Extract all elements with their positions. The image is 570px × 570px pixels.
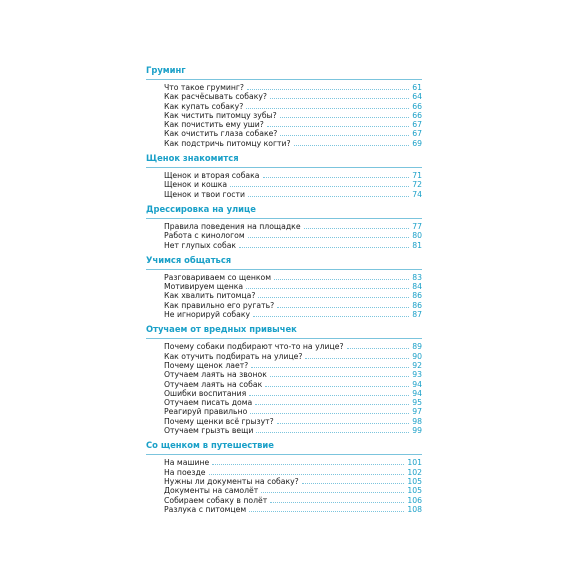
dot-leader [256, 426, 409, 433]
toc-entry [164, 282, 422, 291]
toc-entry [164, 180, 422, 189]
entry-label: Нужны ли документы на собаку? [164, 476, 299, 486]
entry-label: Как расчёсывать собаку? [164, 92, 267, 102]
entry-label: Как купать собаку? [164, 101, 244, 111]
toc-entry [164, 129, 422, 138]
entry-page-number: 102 [407, 467, 422, 477]
dot-leader [258, 291, 409, 298]
entry-label: Документы на самолёт [164, 486, 259, 496]
entry-page-number: 95 [412, 398, 422, 408]
dot-leader [230, 180, 409, 187]
dot-leader [250, 407, 409, 414]
entry-page-number: 101 [407, 458, 422, 468]
entry-label: Как подстричь питомцу когти? [164, 138, 291, 148]
toc-entry [164, 310, 422, 319]
dot-leader [249, 389, 409, 396]
dot-leader [347, 342, 410, 349]
entry-label: Не игнорируй собаку [164, 310, 251, 320]
toc-entry [164, 291, 422, 300]
dot-leader [263, 171, 410, 178]
entry-label: Нет глупых собак [164, 240, 237, 250]
entry-page-number: 71 [412, 171, 422, 181]
toc-section [146, 255, 422, 319]
entry-page-number: 83 [412, 272, 422, 282]
entry-page-number: 61 [412, 83, 422, 92]
entry-page-number: 67 [412, 129, 422, 139]
toc-entry [164, 398, 422, 407]
dot-leader [274, 273, 409, 280]
toc-entry [164, 361, 422, 370]
entry-label: Собираем собаку в полёт [164, 495, 268, 505]
toc-entry [164, 102, 422, 111]
entry-label: Щенок и кошка [164, 180, 228, 190]
entry-label: Мотивируем щенка [164, 282, 244, 292]
dot-leader [261, 486, 404, 493]
entry-page-number: 87 [412, 310, 422, 320]
toc-entry [164, 505, 422, 514]
entry-page-number: 74 [412, 189, 422, 199]
entry-label: Отучаем лаять на собак [164, 379, 263, 389]
section-entries [146, 458, 422, 514]
entry-label: Разговариваем со щенком [164, 272, 272, 282]
section-entries [146, 222, 422, 250]
entry-label: Щенок и вторая собака [164, 171, 260, 181]
section-title: Учимся общаться [146, 255, 422, 270]
entry-label: На поезде [164, 467, 206, 477]
entry-page-number: 93 [412, 370, 422, 380]
entry-label: Как почистить ему уши? [164, 120, 264, 130]
toc-entry [164, 389, 422, 398]
entry-label: Работа с кинологом [164, 231, 245, 241]
entry-page-number: 94 [412, 379, 422, 389]
entry-page-number: 89 [412, 342, 422, 352]
toc-entry [164, 342, 422, 351]
dot-leader [294, 139, 410, 146]
section-entries [146, 171, 422, 199]
dot-leader [280, 111, 409, 118]
entry-page-number: 90 [412, 351, 422, 361]
entry-page-number: 72 [412, 180, 422, 190]
dot-leader [305, 352, 409, 359]
toc-entry [164, 231, 422, 240]
section-entries [146, 273, 422, 319]
toc-entry [164, 171, 422, 180]
dot-leader [280, 129, 409, 136]
entry-page-number: 106 [407, 495, 422, 505]
entry-page-number: 94 [412, 388, 422, 398]
entry-label: Почему собаки подбирают что-то на улице? [164, 342, 344, 352]
toc-entry [164, 241, 422, 250]
dot-leader [253, 310, 409, 317]
entry-page-number: 97 [412, 407, 422, 417]
entry-page-number: 66 [412, 110, 422, 120]
entry-page-number: 64 [412, 92, 422, 102]
dot-leader [270, 370, 409, 377]
toc-entry [164, 458, 422, 467]
toc-entry [164, 477, 422, 486]
entry-page-number: 81 [412, 240, 422, 250]
toc-entry [164, 370, 422, 379]
entry-page-number: 105 [407, 476, 422, 486]
dot-leader [249, 505, 404, 512]
dot-leader [246, 282, 409, 289]
entry-label: Разлука с питомцем [164, 504, 247, 514]
dot-leader [248, 231, 410, 238]
entry-label: Как чистить питомцу зубы? [164, 110, 277, 120]
section-title: Отучаем от вредных привычек [146, 324, 422, 339]
toc-section [146, 153, 422, 199]
toc-entry [164, 92, 422, 101]
dot-leader [277, 417, 409, 424]
entry-page-number: 105 [407, 486, 422, 496]
entry-label: На машине [164, 458, 210, 468]
toc-section [146, 440, 422, 514]
toc-entry [164, 139, 422, 148]
section-title: Груминг [146, 65, 422, 80]
entry-label: Отучаем грызть вещи [164, 426, 254, 436]
entry-label: Что такое груминг? [164, 83, 245, 92]
toc-entry [164, 496, 422, 505]
entry-page-number: 99 [412, 426, 422, 436]
toc-entry [164, 83, 422, 92]
entry-label: Почему щенки всё грызут? [164, 416, 274, 426]
entry-page-number: 84 [412, 282, 422, 292]
toc-entry [164, 273, 422, 282]
dot-leader [212, 458, 404, 465]
entry-label: Как очистить глаза собаке? [164, 129, 278, 139]
toc-entry [164, 190, 422, 199]
entry-label: Отучаем писать дома [164, 398, 253, 408]
section-title: Дрессировка на улице [146, 204, 422, 219]
toc-entry [164, 380, 422, 389]
dot-leader [302, 477, 405, 484]
dot-leader [304, 222, 410, 229]
entry-page-number: 92 [412, 360, 422, 370]
dot-leader [246, 102, 409, 109]
entry-page-number: 69 [412, 138, 422, 148]
toc-entry [164, 407, 422, 416]
section-title: Щенок знакомится [146, 153, 422, 168]
entry-page-number: 80 [412, 231, 422, 241]
toc-entry [164, 486, 422, 495]
entry-label: Как отучить подбирать на улице? [164, 351, 303, 361]
dot-leader [255, 398, 409, 405]
entry-page-number: 66 [412, 101, 422, 111]
toc-entry [164, 417, 422, 426]
dot-leader [239, 241, 409, 248]
toc-entry [164, 111, 422, 120]
toc-entry [164, 120, 422, 129]
toc-entry [164, 222, 422, 231]
dot-leader [267, 120, 409, 127]
table-of-contents [146, 65, 422, 519]
entry-page-number: 86 [412, 300, 422, 310]
entry-label: Правила поведения на площадке [164, 221, 301, 231]
toc-section [146, 204, 422, 250]
section-title: Со щенком в путешествие [146, 440, 422, 455]
dot-leader [247, 83, 409, 90]
dot-leader [265, 380, 409, 387]
entry-label: Щенок и твои гости [164, 189, 245, 199]
dot-leader [248, 190, 409, 197]
section-entries [146, 83, 422, 148]
toc-entry [164, 426, 422, 435]
dot-leader [209, 468, 405, 475]
entry-page-number: 98 [412, 416, 422, 426]
entry-label: Как правильно его ругать? [164, 300, 275, 310]
dot-leader [277, 301, 409, 308]
entry-label: Ошибки воспитания [164, 388, 247, 398]
toc-entry [164, 468, 422, 477]
dot-leader [270, 92, 409, 99]
toc-section [146, 65, 422, 148]
dot-leader [251, 361, 409, 368]
dot-leader [270, 496, 404, 503]
entry-page-number: 77 [412, 221, 422, 231]
entry-page-number: 67 [412, 120, 422, 130]
section-entries [146, 342, 422, 435]
toc-entry [164, 301, 422, 310]
entry-label: Реагируй правильно [164, 407, 248, 417]
entry-label: Отучаем лаять на звонок [164, 370, 267, 380]
entry-page-number: 108 [407, 504, 422, 514]
entry-label: Почему щенок лает? [164, 360, 249, 370]
toc-section [146, 324, 422, 435]
entry-label: Как хвалить питомца? [164, 291, 256, 301]
toc-entry [164, 352, 422, 361]
entry-page-number: 86 [412, 291, 422, 301]
